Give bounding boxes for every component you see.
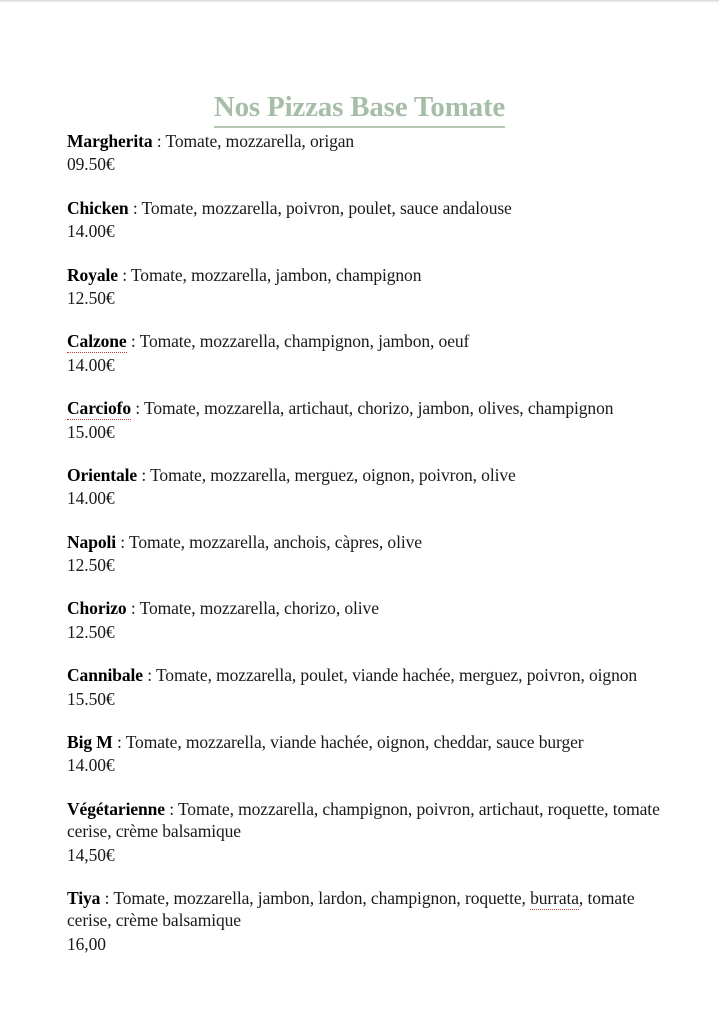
menu-item-separator: : [112, 732, 126, 753]
menu-item-ingredients: Tomate, mozzarella, champignon, jambon, oeuf [139, 331, 470, 352]
menu-item-price: 14.00€ [67, 488, 115, 509]
menu-item [67, 664, 667, 710]
menu-item-price: 09.50€ [67, 154, 115, 175]
menu-item-ingredients: Tomate, mozzarella, jambon, champignon [130, 264, 422, 285]
menu-item-ingredients-after: , tomate cerise, crème balsamique [67, 887, 635, 931]
menu-item-ingredients: Tomate, mozzarella, poulet, viande hachée, merguez, poivron, oignon [155, 665, 638, 686]
menu-item-separator: : [164, 798, 178, 819]
menu-item-price: 15.00€ [67, 421, 115, 442]
menu-item-ingredients-before: Tomate, mozzarella, jambon, lardon, champignon, roquette, [113, 887, 531, 908]
menu-item-description [67, 197, 667, 219]
menu-item-name: Végétarienne [67, 798, 165, 819]
menu-item-name: Chorizo [67, 598, 127, 619]
menu-item-separator: : [117, 264, 131, 285]
menu-item-description [67, 397, 667, 419]
menu-item-name: Orientale [67, 464, 138, 485]
menu-item-separator: : [126, 331, 140, 352]
menu-item-name: Margherita [67, 131, 153, 151]
page-top-edge [0, 0, 719, 3]
menu-item-ingredients: Tomate, mozzarella, anchois, càpres, olive [129, 531, 422, 552]
page-title [0, 93, 719, 122]
menu-item-description [67, 731, 667, 753]
page-title-text: Nos Pizzas Base Tomate [214, 91, 505, 128]
menu-item [67, 887, 667, 955]
menu-item-price: 15.50€ [67, 688, 115, 709]
menu-item-separator: : [126, 598, 140, 619]
menu-item [67, 464, 667, 510]
pizza-menu-list [67, 130, 667, 976]
menu-item-description [67, 597, 667, 619]
menu-item-price: 12.50€ [67, 621, 115, 642]
menu-item-price: 14.00€ [67, 354, 115, 375]
menu-item-ingredients: Tomate, mozzarella, origan [165, 131, 355, 151]
menu-item-description [67, 887, 667, 932]
menu-item-name: Chicken [67, 197, 129, 218]
menu-item [67, 130, 667, 176]
menu-item-ingredients: Tomate, mozzarella, merguez, oignon, poivron, olive [150, 464, 516, 485]
menu-item-name: Napoli [67, 531, 116, 552]
menu-item-price: 12.50€ [67, 287, 115, 308]
menu-item-name: Calzone [67, 331, 127, 352]
menu-item [67, 731, 667, 777]
menu-item-ingredients: Tomate, mozzarella, artichaut, chorizo, jambon, olives, champignon [144, 398, 614, 419]
menu-item-separator: : [137, 464, 151, 485]
menu-item-ingredients: Tomate, mozzarella, chorizo, olive [139, 598, 379, 619]
menu-item-description [67, 264, 667, 286]
menu-item-description [67, 664, 667, 686]
menu-item-description [67, 464, 667, 486]
menu-item [67, 597, 667, 643]
menu-item [67, 798, 667, 866]
menu-item-ingredient-flagged: burrata [530, 887, 579, 908]
menu-item-description [67, 330, 667, 352]
menu-item-name: Tiya [67, 887, 101, 908]
menu-item-price: 14.00€ [67, 755, 115, 776]
menu-item [67, 330, 667, 376]
menu-item-name: Royale [67, 264, 118, 285]
menu-item-separator: : [131, 398, 144, 419]
menu-item-separator: : [100, 887, 114, 908]
menu-item-ingredients: Tomate, mozzarella, viande hachée, oignon, cheddar, sauce burger [125, 732, 584, 753]
menu-item-price: 12.50€ [67, 555, 115, 576]
menu-item [67, 531, 667, 577]
menu-item-name: Big M [67, 732, 113, 753]
menu-item-description [67, 798, 667, 843]
menu-item-separator: : [128, 197, 142, 218]
menu-item-separator: : [116, 531, 129, 552]
menu-item-separator: : [142, 665, 156, 686]
menu-item-name: Cannibale [67, 665, 143, 686]
menu-item-separator: : [152, 131, 166, 151]
menu-item [67, 264, 667, 310]
menu-item-price: 14.00€ [67, 221, 115, 242]
menu-item-description [67, 130, 667, 152]
menu-item-description [67, 531, 667, 553]
menu-item [67, 397, 667, 443]
menu-item-price: 16,00 [67, 933, 106, 954]
menu-item [67, 197, 667, 243]
menu-item-ingredients: Tomate, mozzarella, champignon, poivron, artichaut, roquette, tomate cerise, crème balsamique [67, 798, 660, 842]
menu-item-ingredients: Tomate, mozzarella, poivron, poulet, sauce andalouse [141, 197, 512, 218]
menu-item-price: 14,50€ [67, 844, 115, 865]
menu-item-name: Carciofo [67, 398, 131, 419]
